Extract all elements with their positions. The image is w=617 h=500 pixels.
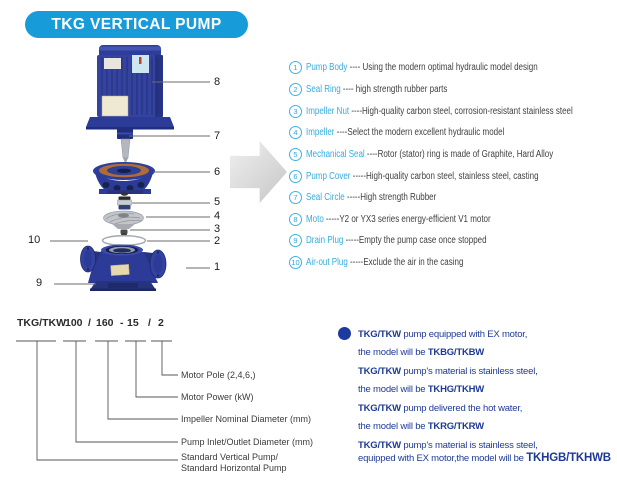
callout-1: 1 — [214, 261, 221, 273]
model-code-inlet: 100 — [65, 317, 83, 329]
part-desc: -----Empty the pump case once stopped — [343, 235, 487, 247]
callout-4: 4 — [214, 210, 221, 222]
note-line — [358, 421, 484, 432]
model-code-slash2: / — [148, 317, 151, 329]
callout-8: 8 — [214, 76, 221, 88]
note-text: pump delivered the hot water, — [400, 403, 523, 414]
part-name: Moto — [306, 213, 324, 225]
note-text: pump equipped with EX motor, — [400, 329, 528, 340]
list-item — [289, 100, 615, 122]
note-line — [358, 384, 484, 395]
callout-6: 6 — [214, 166, 221, 178]
note-model: TKRG/TKRW — [427, 421, 484, 432]
circled-number: 3 — [289, 105, 302, 118]
list-item — [289, 122, 615, 144]
note-series: TKG/TKW — [358, 403, 401, 414]
list-item — [289, 165, 615, 187]
note-text: the model will be — [358, 347, 428, 358]
model-code-power: 15 — [127, 317, 139, 329]
callout-5: 5 — [214, 196, 221, 208]
callout-2: 2 — [214, 235, 221, 247]
note-text: equipped with EX motor,the model will be — [358, 453, 527, 464]
callout-7: 7 — [214, 130, 221, 142]
list-item — [289, 252, 615, 274]
circled-number: 10 — [289, 256, 302, 269]
pump-cover-illustration — [93, 162, 155, 194]
circled-number: 6 — [289, 170, 302, 183]
parts-list — [289, 57, 615, 273]
part-desc: -----Y2 or YX3 series energy-efficient V1 motor — [323, 213, 491, 225]
label-impeller-diameter: Impeller Nominal Diameter (mm) — [181, 414, 312, 424]
model-code-pole: 2 — [158, 317, 164, 329]
seal-ring-illustration — [103, 236, 146, 246]
note-text: pump's material is stainless steel, — [400, 440, 538, 451]
circled-number: 7 — [289, 191, 302, 204]
part-name: Air-out Plug — [306, 257, 348, 269]
note-model: TKBG/TKBW — [427, 347, 485, 358]
model-code-impeller: 160 — [96, 317, 114, 329]
list-item — [289, 230, 615, 252]
note-line — [358, 403, 522, 414]
part-desc: -----Exclude the air in the casing — [347, 257, 464, 269]
part-desc: ---- Using the modern optimal hydraulic model design — [347, 62, 538, 74]
label-inlet-outlet: Pump Inlet/Outlet Diameter (mm) — [181, 437, 314, 447]
note-line — [358, 329, 527, 340]
note-model: TKHG/TKHW — [427, 384, 485, 395]
list-item — [289, 79, 615, 101]
note-line — [358, 366, 538, 377]
part-desc: ---- high strength rubber parts — [340, 83, 448, 95]
callout-9: 9 — [36, 277, 43, 289]
note-text: the model will be — [358, 421, 428, 432]
list-item — [289, 57, 615, 79]
callout-3: 3 — [214, 223, 221, 235]
label-motor-pole: Motor Pole (2,4,6,) — [181, 370, 256, 380]
model-code-dash: - — [120, 317, 124, 329]
note-text: pump's material is stainless steel, — [400, 366, 538, 377]
note-line — [358, 440, 538, 451]
model-code-series: TKG/TKW — [17, 317, 66, 329]
part-desc: ----Rotor (stator) ring is made of Graphite, Hard Alloy — [364, 148, 554, 160]
part-name: Drain Plug — [306, 235, 344, 247]
label-motor-power: Motor Power (kW) — [181, 392, 254, 402]
bullet-icon — [338, 327, 351, 340]
note-line — [358, 347, 484, 358]
label-standard-horizontal: Standard Horizontal Pump — [181, 463, 287, 473]
circled-number: 8 — [289, 213, 302, 226]
page-title-text: TKG VERTICAL PUMP — [51, 15, 222, 33]
list-item — [289, 144, 615, 166]
page-title — [25, 11, 248, 38]
part-name: Pump Cover — [306, 170, 351, 182]
note-line — [358, 452, 611, 464]
note-series: TKG/TKW — [358, 440, 401, 451]
circled-number: 4 — [289, 126, 302, 139]
note-series: TKG/TKW — [358, 366, 401, 377]
list-item — [289, 187, 615, 209]
list-item — [289, 208, 615, 230]
part-name: Impeller Nut — [306, 105, 350, 117]
model-code-slash: / — [88, 317, 91, 329]
note-series: TKG/TKW — [358, 329, 401, 340]
circled-number: 1 — [289, 61, 302, 74]
note-model: TKHGB/TKHWB — [526, 452, 611, 464]
part-name: Seal Circle — [306, 192, 345, 204]
motor-illustration — [86, 45, 174, 130]
part-name: Seal Ring — [306, 83, 341, 95]
circled-number: 5 — [289, 148, 302, 161]
circled-number: 9 — [289, 234, 302, 247]
mechanical-seal-illustration — [118, 192, 132, 209]
impeller-nut-illustration — [121, 230, 128, 236]
note-text: the model will be — [358, 384, 428, 395]
impeller-illustration — [104, 211, 144, 229]
part-desc: ----High-quality carbon steel, corrosion-resistant stainless steel — [349, 105, 573, 117]
part-name: Pump Body — [306, 62, 348, 74]
part-name: Impeller — [306, 127, 335, 139]
callout-10: 10 — [28, 234, 41, 246]
part-desc: -----High strength Rubber — [344, 192, 437, 204]
circled-number: 2 — [289, 83, 302, 96]
part-desc: -----High-quality carbon steel, stainless steel, casting — [350, 170, 539, 182]
shaft-illustration — [117, 129, 133, 164]
label-standard-vertical: Standard Vertical Pump/ — [181, 452, 279, 462]
part-name: Mechanical Seal — [306, 148, 365, 160]
part-desc: ----Select the modern excellent hydraulic model — [334, 127, 505, 139]
